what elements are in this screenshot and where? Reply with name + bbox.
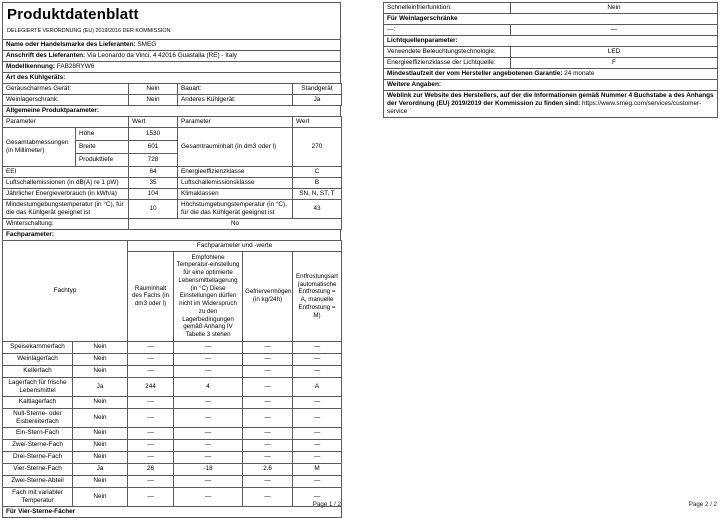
table-row — [3, 341, 342, 353]
table-row — [3, 365, 342, 377]
page2-footer: Page 2 / 2 — [688, 501, 717, 508]
title-supplier-table — [2, 2, 341, 84]
param-label: —: — [384, 25, 511, 36]
group-header: Fachparameter und -werte — [128, 240, 342, 251]
fach-section-header: Fachparameter: — [3, 229, 341, 240]
param-label: Schnelleinfrierfunktion: — [384, 3, 511, 14]
param-label: EEI — [3, 166, 129, 177]
regulation-subtitle: DELEGIERTE VERORDNUNG (EU) 2019/2016 DER KOMMISSION — [7, 27, 171, 34]
compartment-volume: 244 — [128, 377, 174, 396]
compartment-freeze: — — [243, 427, 293, 439]
param-value: B — [293, 177, 342, 188]
compartment-freeze: — — [243, 487, 293, 506]
dimensions-label: Gesamtabmessungen (in Millimeter) — [3, 127, 76, 166]
compartment-freeze: — — [243, 365, 293, 377]
supplier-address-value: Via Leonardo da Vinci, 4 42016 Guastalla (RE) - Italy — [86, 51, 238, 59]
compartment-present: Nein — [73, 353, 128, 365]
column-header: Parameter — [178, 116, 293, 127]
column-header-row — [3, 116, 342, 127]
column-header: Empfohlene Temperatur-einstellung für eine optimierte Lebensmittellagerung (in °C) Diese Einstellungen dürfen nicht im Widerspruch zu den Lagerbedingungen gemäß Anhang IV Tabelle 3 stehen — [174, 251, 243, 341]
winter-value: No — [129, 218, 342, 229]
table-row — [3, 127, 342, 140]
compartment-name: Kellerfach — [3, 365, 73, 377]
param-label: Anderes Kühlgerät: — [178, 94, 293, 105]
table-row — [3, 475, 342, 487]
compartment-name: Speisekammerfach — [3, 341, 73, 353]
param-label: Weinlagerschrank: — [3, 94, 129, 105]
compartment-name: Kaltlagerfach — [3, 396, 73, 408]
compartment-defrost: — — [293, 396, 342, 408]
table-row — [3, 166, 342, 177]
compartment-temp: — — [174, 451, 243, 463]
dimension-value: 601 — [129, 140, 178, 153]
param-label: Mindestumgebungstemperatur (in °C), für die das Kühlgerät geeignet ist — [3, 199, 129, 218]
table-row — [384, 47, 718, 58]
warranty-value: 24 monate — [564, 70, 595, 77]
column-header: Rauminhalt des Fachs (in dm3 oder l) — [128, 251, 174, 341]
column-header: Entfrostungsart (automatische Entfrostung = A, manuelle Entfrostung = M) — [293, 251, 342, 341]
supplier-name-value: SMEG — [137, 40, 157, 48]
model-value: FAB28RYW6 — [56, 62, 95, 70]
compartment-name: Drei-Sterne-Fach — [3, 451, 73, 463]
column-header: Wert — [129, 116, 178, 127]
param-label: Geräuscharmes Gerät: — [3, 83, 129, 94]
compartment-volume: — — [128, 353, 174, 365]
param-value: LED — [511, 47, 718, 58]
compartment-volume: — — [128, 487, 174, 506]
wine-section-header: Für Weinlagerschränke — [384, 14, 718, 25]
general-parameters-table — [2, 116, 342, 230]
param-label: Bauart: — [178, 83, 293, 94]
compartment-freeze: — — [243, 439, 293, 451]
table-row — [3, 199, 342, 218]
compartment-volume: — — [128, 427, 174, 439]
table-row — [384, 58, 718, 69]
compartment-name: Lagerfach für frische Lebensmittel — [3, 377, 73, 396]
compartment-temp: — — [174, 365, 243, 377]
compartment-temp: — — [174, 353, 243, 365]
weblink-row — [384, 91, 718, 118]
compartment-present: Nein — [73, 427, 128, 439]
compartment-freeze: — — [243, 377, 293, 396]
table-row — [384, 69, 718, 80]
compartment-temp: — — [174, 396, 243, 408]
page2-table — [383, 2, 718, 118]
volume-value: 270 — [293, 127, 342, 166]
param-value: Ja — [293, 94, 342, 105]
warranty-label: Mindestlaufzeit der vom Hersteller angebotenen Garantie: — [387, 70, 563, 77]
dimension-sub-label: Produkttiefe — [76, 153, 129, 166]
group-header-row — [3, 240, 342, 251]
dimension-sub-label: Höhe — [76, 127, 129, 140]
table-row — [3, 177, 342, 188]
table-row — [3, 353, 342, 365]
compartment-name: Null-Sterne- oder Eisbereiterfach — [3, 408, 73, 427]
compartment-present: Nein — [73, 408, 128, 427]
compartment-defrost: A — [293, 377, 342, 396]
table-row — [3, 218, 342, 229]
page1-footer: Page 1 / 2 — [312, 501, 341, 508]
column-header: Wert — [293, 116, 342, 127]
param-value: F — [511, 58, 718, 69]
supplier-address-row — [3, 50, 341, 61]
column-header: Gefriervermögen (in kg/24h) — [243, 251, 293, 341]
param-label: Energieeffizienzklasse der Lichtquelle: — [384, 58, 511, 69]
param-label: Verwendete Beleuchtungstechnologie: — [384, 47, 511, 58]
compartment-present: Nein — [73, 475, 128, 487]
model-label: Modellkennung: — [6, 62, 55, 70]
compartment-freeze: — — [243, 353, 293, 365]
compartment-temp: — — [174, 487, 243, 506]
param-value: — — [511, 25, 718, 36]
compartment-volume: — — [128, 365, 174, 377]
compartment-volume: — — [128, 475, 174, 487]
compartment-freeze: — — [243, 396, 293, 408]
param-label: Luftschallemissionsklasse — [178, 177, 293, 188]
compartment-defrost: — — [293, 341, 342, 353]
dimension-value: 728 — [129, 153, 178, 166]
table-row — [3, 463, 342, 475]
compartment-freeze: — — [243, 451, 293, 463]
compartment-present: Nein — [73, 451, 128, 463]
compartment-freeze: — — [243, 475, 293, 487]
table-row — [384, 80, 718, 91]
type-table — [2, 83, 342, 106]
warranty-row — [384, 69, 718, 80]
compartment-temp: — — [174, 475, 243, 487]
compartment-defrost: — — [293, 353, 342, 365]
compartment-volume: — — [128, 451, 174, 463]
param-value: 35 — [129, 177, 178, 188]
compartment-temp: — — [174, 341, 243, 353]
compartment-defrost: — — [293, 365, 342, 377]
datasheet-page-1 — [2, 2, 341, 518]
supplier-name-row — [3, 39, 341, 50]
dimension-value: 1530 — [129, 127, 178, 140]
supplier-name-label: Name oder Handelsmarke des Lieferanten: — [6, 40, 136, 48]
compartment-temp: 4 — [174, 377, 243, 396]
param-label: Energieeffizienzklasse — [178, 166, 293, 177]
compartment-name: Zwei-Sterne-Fach — [3, 439, 73, 451]
param-value: 10 — [129, 199, 178, 218]
column-header: Parameter — [3, 116, 129, 127]
param-value: Nein — [129, 94, 178, 105]
compartment-defrost: — — [293, 451, 342, 463]
compartment-present: Ja — [73, 463, 128, 475]
compartment-volume: — — [128, 341, 174, 353]
model-row — [3, 61, 341, 72]
table-row — [384, 14, 718, 25]
compartment-name: Zwei-Sterne-Abteil — [3, 475, 73, 487]
manufacturer-weblink[interactable]: https://www.smeg.com/services/customer-service — [387, 100, 702, 115]
table-row — [3, 94, 342, 105]
param-value: Nein — [129, 83, 178, 94]
table-row — [384, 25, 718, 36]
table-row — [384, 36, 718, 47]
compartment-temp: — — [174, 439, 243, 451]
type-section-header: Art des Kühlgeräts: — [3, 72, 341, 83]
compartment-volume: — — [128, 439, 174, 451]
param-value: 104 — [129, 188, 178, 199]
param-label: Jährlicher Energieverbrauch (in kWh/a) — [3, 188, 129, 199]
table-row — [384, 3, 718, 14]
page-title: Produktdatenblatt — [7, 6, 139, 23]
datasheet-page-2 — [383, 2, 717, 118]
compartment-name: Fach mit variabler Temperatur — [3, 487, 73, 506]
param-value: C — [293, 166, 342, 177]
compartment-present: Nein — [73, 396, 128, 408]
compartment-defrost: — — [293, 408, 342, 427]
light-section-header: Lichtquellenparameter: — [384, 36, 718, 47]
table-row — [3, 83, 342, 94]
table-row — [3, 439, 342, 451]
more-info-header: Weitere Angaben: — [384, 80, 718, 91]
weblink-label: Weblink zur Website des Herstellers, auf der die Informationen gemäß Nummer 4 Buchstabe a des Anhangs der Verordnung (EU) 2019/2019 der Kommission zu finden sind: — [387, 92, 714, 107]
compartment-freeze: — — [243, 408, 293, 427]
compartment-defrost: — — [293, 475, 342, 487]
compartment-defrost: M — [293, 463, 342, 475]
compartment-name: Weinlagerfach — [3, 353, 73, 365]
compartment-present: Nein — [73, 365, 128, 377]
winter-label: Winterschaltung: — [3, 218, 129, 229]
fachtyp-header: Fachtyp — [3, 240, 128, 341]
title-block — [3, 3, 341, 40]
table-row — [3, 451, 342, 463]
compartment-present: Ja — [73, 377, 128, 396]
table-row — [3, 188, 342, 199]
param-label: Höchstumgebungstemperatur (in °C), für die das Kühlgerät geeignet ist — [178, 199, 293, 218]
compartment-temp: — — [174, 408, 243, 427]
compartment-volume: 26 — [128, 463, 174, 475]
param-label: Klimaklassen — [178, 188, 293, 199]
table-row — [3, 408, 342, 427]
param-value: 64 — [129, 166, 178, 177]
compartment-present: Nein — [73, 341, 128, 353]
compartment-name: Vier-Sterne-Fach — [3, 463, 73, 475]
param-value: Standgerät — [293, 83, 342, 94]
param-label: Luftschallemissionen (in dB(A) re 1 pW) — [3, 177, 129, 188]
table-row — [3, 427, 342, 439]
param-value: Nein — [511, 3, 718, 14]
compartment-freeze: — — [243, 341, 293, 353]
param-value: 43 — [293, 199, 342, 218]
table-row — [3, 377, 342, 396]
four-star-footer-header: Für Vier-Sterne-Fächer — [3, 506, 342, 517]
table-row — [384, 91, 718, 118]
general-section-header: Allgemeine Produktparameter: — [3, 105, 341, 116]
compartment-defrost: — — [293, 427, 342, 439]
compartment-present: Nein — [73, 487, 128, 506]
compartment-temp: — — [174, 427, 243, 439]
compartment-present: Nein — [73, 439, 128, 451]
compartment-volume: — — [128, 396, 174, 408]
supplier-address-label: Anschrift des Lieferanten: — [6, 51, 86, 59]
compartment-defrost: — — [293, 439, 342, 451]
table-row — [3, 396, 342, 408]
param-value: SN, N, ST, T — [293, 188, 342, 199]
compartment-defrost: — — [293, 487, 342, 506]
compartment-volume: — — [128, 408, 174, 427]
compartment-temp: -18 — [174, 463, 243, 475]
compartment-name: Ein-Stern-Fach — [3, 427, 73, 439]
dimension-sub-label: Breite — [76, 140, 129, 153]
volume-label: Gesamtrauminhalt (in dm3 oder l) — [178, 127, 293, 166]
compartment-table — [2, 240, 342, 518]
compartment-freeze: 2.6 — [243, 463, 293, 475]
